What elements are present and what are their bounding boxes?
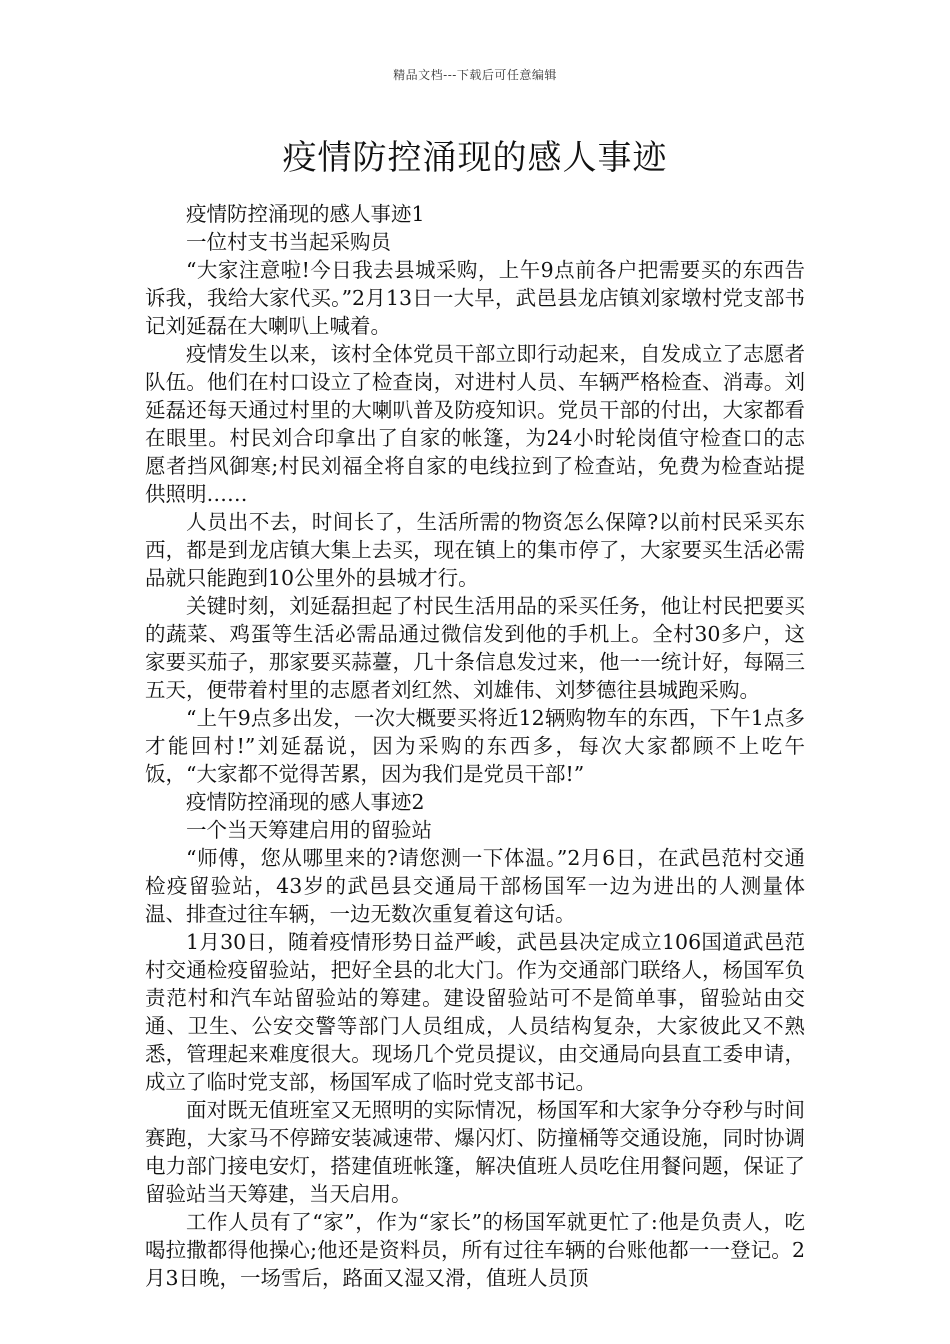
page-header: 精品文档---下载后可任意编辑 <box>393 68 557 82</box>
paragraph: 面对既无值班室又无照明的实际情况，杨国军和大家争分夺秒与时间赛跑，大家马不停蹄安装减速带、爆闪灯、防撞桶等交通设施，同时协调电力部门接电安灯，搭建值班帐篷，解决值班人员吃住用餐问题，保证了留验站当天筹建，当天启用。 <box>145 1098 805 1206</box>
document-body <box>145 200 805 1292</box>
paragraph: 1月30日，随着疫情形势日益严峻，武邑县决定成立106国道武邑范村交通检疫留验站，把好全县的北大门。作为交通部门联络人，杨国军负责范村和汽车站留验站的筹建。建设留验站可不是简单事，留验站由交通、卫生、公安交警等部门人员组成，人员结构复杂，大家彼此又不熟悉，管理起来难度很大。现场几个党员提议，由交通局向县直工委申请，成立了临时党支部，杨国军成了临时党支部书记。 <box>145 930 805 1094</box>
paragraph: 关键时刻，刘延磊担起了村民生活用品的采买任务，他让村民把要买的蔬菜、鸡蛋等生活必需品通过微信发到他的手机上。全村30多户，这家要买茄子，那家要买蒜薹，几十条信息发过来，他一一统计好，每隔三五天，便带着村里的志愿者刘红然、刘雄伟、刘梦德往县城跑采购。 <box>145 594 805 702</box>
paragraph: “师傅，您从哪里来的?请您测一下体温。”2月6日，在武邑范村交通检疫留验站，43岁的武邑县交通局干部杨国军一边为进出的人测量体温、排查过往车辆，一边无数次重复着这句话。 <box>145 846 805 926</box>
paragraph: 人员出不去，时间长了，生活所需的物资怎么保障?以前村民采买东西，都是到龙店镇大集上去买，现在镇上的集市停了，大家要买生活必需品就只能跑到10公里外的县城才行。 <box>145 510 805 590</box>
section-heading-1: 疫情防控涌现的感人事迹1 <box>186 202 425 226</box>
paragraph: “大家注意啦!今日我去县城采购，上午9点前各户把需要买的东西告诉我，我给大家代买。”2月13日一大早，武邑县龙店镇刘家墩村党支部书记刘延磊在大喇叭上喊着。 <box>145 258 805 338</box>
paragraph: 疫情发生以来，该村全体党员干部立即行动起来，自发成立了志愿者队伍。他们在村口设立了检查岗，对进村人员、车辆严格检查、消毒。刘延磊还每天通过村里的大喇叭普及防疫知识。党员干部的付出，大家都看在眼里。村民刘合印拿出了自家的帐篷，为24小时轮岗值守检查口的志愿者挡风御寒;村民刘福全将自家的电线拉到了检查站，免费为检查站提供照明…… <box>145 342 805 506</box>
paragraph: 工作人员有了“家”，作为“家长”的杨国军就更忙了:他是负责人，吃喝拉撒都得他操心;他还是资料员，所有过往车辆的台账他都一一登记。2月3日晚，一场雪后，路面又湿又滑，值班人员顶 <box>145 1210 805 1290</box>
document-title: 疫情防控涌现的感人事迹 <box>282 138 668 178</box>
subheading-1: 一位村支书当起采购员 <box>186 230 391 254</box>
paragraph: “上午9点多出发，一次大概要买将近12辆购物车的东西，下午1点多才能回村!”刘延磊说，因为采购的东西多，每次大家都顾不上吃午饭，“大家都不觉得苦累，因为我们是党员干部!” <box>145 706 805 786</box>
section-heading-2: 疫情防控涌现的感人事迹2 <box>186 790 425 814</box>
subheading-2: 一个当天筹建启用的留验站 <box>186 818 432 842</box>
